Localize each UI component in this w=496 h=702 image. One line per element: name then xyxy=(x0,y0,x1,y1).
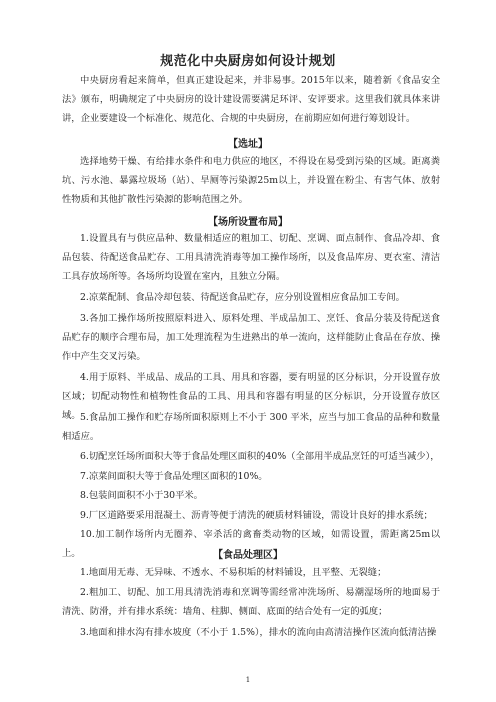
site-paragraph: 选择地势干燥、有给排水条件和电力供应的地区，不得设在易受到污染的区域。距离粪坑、污水池、暴露垃圾场（站）、旱厕等污染源25m以上，并设置在粉尘、有害气体、放射性物质和其他扩散性污染源的影响范围之外。 xyxy=(62,156,440,205)
layout-item-10: 10.加工制作场所内无圈养、宰杀活的禽畜类动物的区域，如需设置，需距离25m以上。 xyxy=(62,529,440,559)
food-item-3: 3.地面和排水沟有排水坡度（不小于 1.5%），排水的流向由高清洁操作区流向低清洁操 xyxy=(80,627,437,638)
layout-item-2: 2.凉菜配制、食品冷却包装、待配送食品贮存，应分别设置相应食品加工专间。 xyxy=(80,292,405,303)
layout-item-9: 9.厂区道路要采用混凝土、沥青等便于清洗的硬质材料铺设，需设计良好的排水系统； xyxy=(80,510,433,521)
layout-item-4: 4.用于原料、半成品、成品的工具、用具和容器，要有明显的区分标识，分开设置存放区域；切配动物性和植物性食品的工具、用具和容器有明显的区分标识，分开设置存放区域。 xyxy=(62,372,440,421)
intro-paragraph: 中央厨房看起来简单，但真正建设起来，并非易事。2015年以来，随着新《食品安全法》颁布，明确规定了中央厨房的设计建设需要满足环评、安评要求。这里我们就具体来讲讲，企业要建设一个标准化、规范化、合规的中央厨房，在前期应如何进行筹划设计。 xyxy=(62,75,440,124)
section-heading-site: 【选址】 xyxy=(228,139,268,150)
food-item-2: 2.粗加工、切配、加工用具清洗消毒和烹调等需经常冲洗场所、易潮湿场所的地面易于清洗、防滑，并有排水系统：墙角、柱脚、侧面、底面的结合处有一定的弧度； xyxy=(62,587,440,617)
page-title: 规范化中央厨房如何设计规划 xyxy=(160,54,336,69)
layout-item-5: 5.食品加工操作和贮存场所面积原则上不小于 300 平米，应当与加工食品的品种和数量相适应。 xyxy=(62,412,440,442)
layout-item-7: 7.凉菜间面积大等于食品处理区面积的10%。 xyxy=(80,471,268,482)
layout-item-6: 6.切配烹饪场所面积大等于食品处理区面积的40%（全部用半成品烹饪的可适当减少）， xyxy=(80,451,440,462)
section-heading-food: 【食品处理区】 xyxy=(213,550,283,561)
layout-item-1: 1.设置具有与供应品种、数量相适应的粗加工、切配、烹调、面点制作、食品冷却、食品包装、待配送食品贮存、工用具清洗消毒等加工操作场所，以及食品库房、更衣室、清洁工具存放场所等。各场所均设置在室内，且独立分隔。 xyxy=(62,233,440,282)
layout-item-8: 8.包装间面积不小于30平米。 xyxy=(80,490,203,501)
food-item-1: 1.地面用无毒、无异味、不透水、不易积垢的材料铺设，且平整、无裂缝； xyxy=(80,567,387,578)
page-number: 1 xyxy=(245,676,251,684)
layout-item-3: 3.各加工操作场所按照原料进入、原料处理、半成品加工、烹饪、食品分装及待配送食品贮存的顺序合理布局，加工处理流程为生进熟出的单一流向，这样能防止食品在存放、操作中产生交叉污染。 xyxy=(62,313,440,362)
section-heading-layout: 【场所设置布局】 xyxy=(208,217,288,228)
